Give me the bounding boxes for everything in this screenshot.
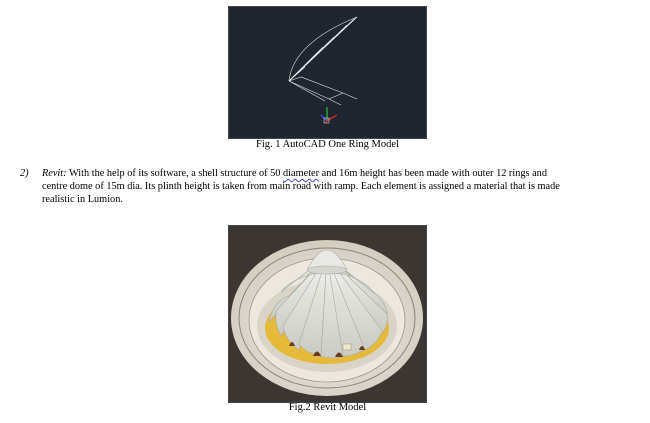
revit-dome-render xyxy=(229,226,426,402)
paragraph-line3: realistic in Lumion. xyxy=(42,194,123,205)
revit-paragraph xyxy=(20,167,640,206)
spellcheck-word: diameter xyxy=(283,168,320,179)
paragraph-line2: centre dome of 15m dia. Its plinth height is taken from main road with ramp. Each element is assigned a material that is made xyxy=(42,181,560,192)
figure-2-caption: Fig.2 Revit Model xyxy=(288,402,367,413)
list-number: 2) xyxy=(20,168,29,179)
paragraph-line1-a: With the help of its software, a shell structure of 50 xyxy=(66,168,284,179)
autocad-model-image xyxy=(228,6,427,139)
paragraph-line1-b: and 16m height has been made with outer 12 rings and xyxy=(319,168,547,179)
autocad-wireframe-drawing xyxy=(229,7,426,138)
figure-1-caption: Fig. 1 AutoCAD One Ring Model xyxy=(256,139,399,150)
paragraph-lead: Revit: xyxy=(42,168,67,179)
revit-model-image xyxy=(228,225,427,403)
